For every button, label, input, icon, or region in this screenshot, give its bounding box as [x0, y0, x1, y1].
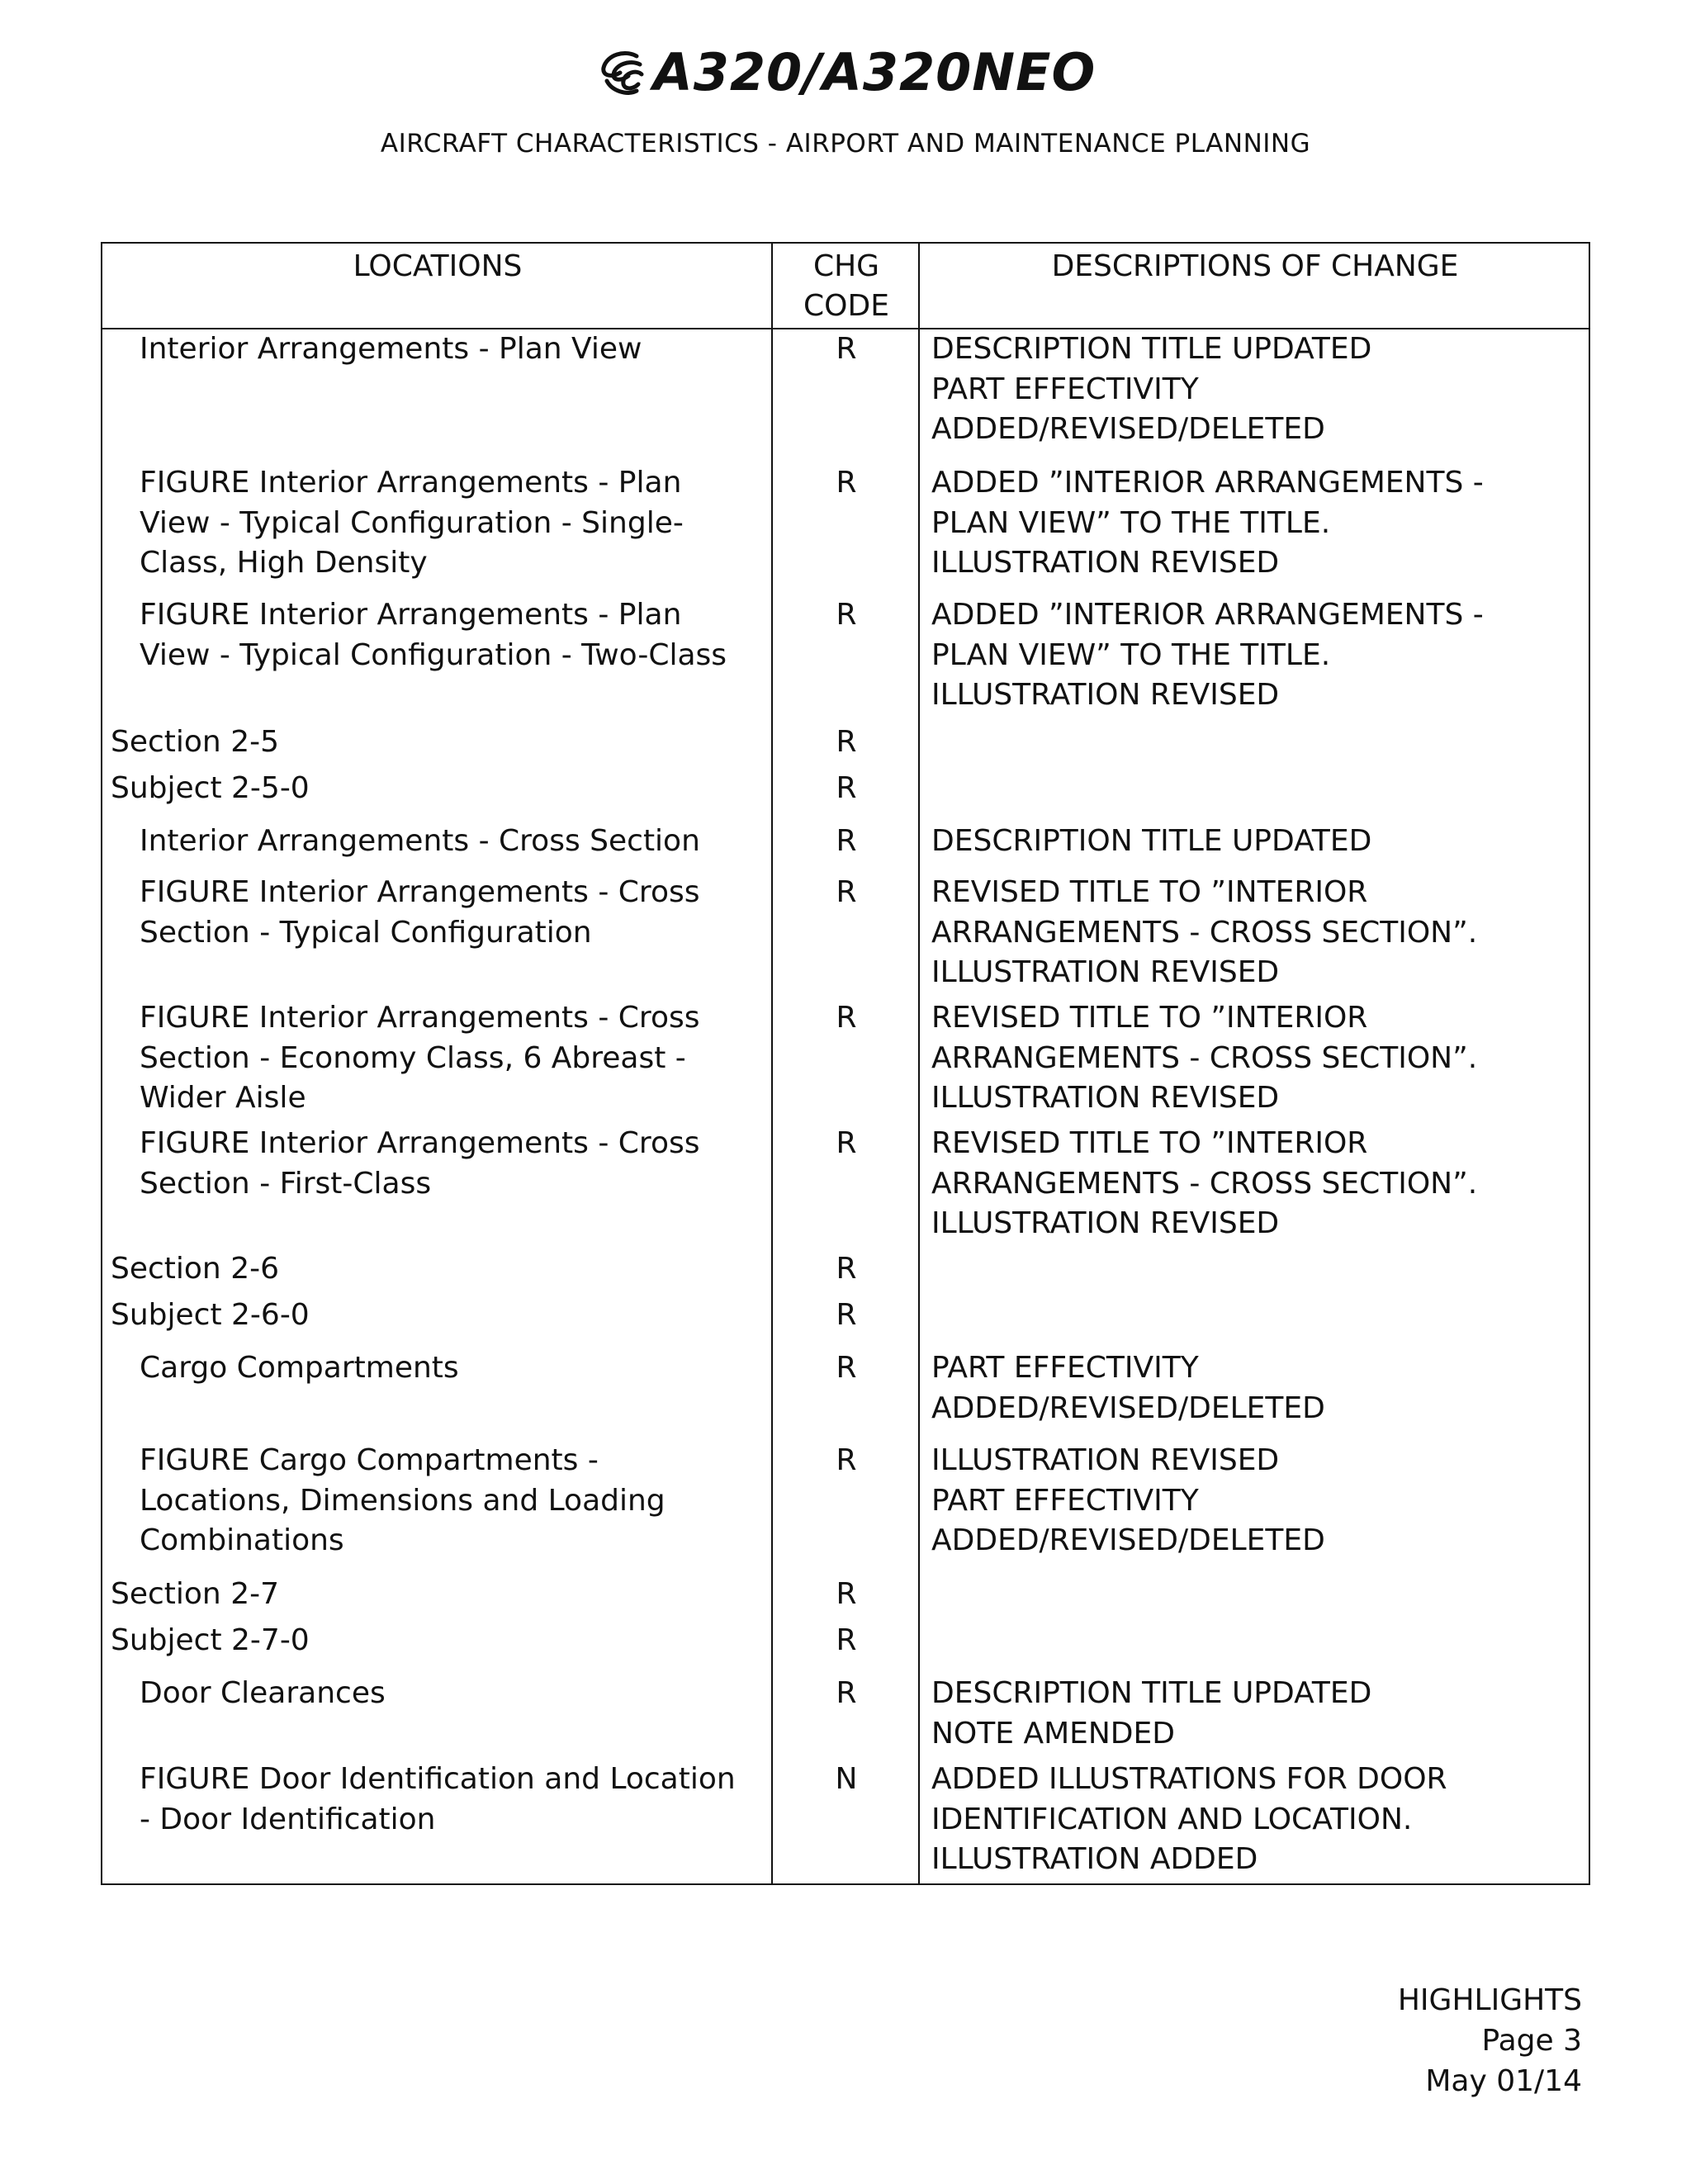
- title-line: [0, 40, 1691, 106]
- row-description: ADDED ”INTERIOR ARRANGEMENTS - PLAN VIEW” TO THE TITLE. ILLUSTRATION REVISED: [931, 598, 1484, 712]
- column-header-locations: LOCATIONS: [353, 249, 523, 283]
- row-chg-code: R: [836, 1298, 857, 1332]
- row-chg-code: R: [836, 824, 857, 858]
- row-chg-code: R: [836, 771, 857, 805]
- row-description: ADDED ILLUSTRATIONS FOR DOOR IDENTIFICATION AND LOCATION. ILLUSTRATION ADDED: [931, 1762, 1447, 1876]
- airbus-swirl-icon: [595, 46, 648, 99]
- row-location: Section 2-5: [111, 725, 279, 759]
- row-location: FIGURE Cargo Compartments - Locations, Dimensions and Loading Combinations: [140, 1443, 666, 1557]
- row-location: FIGURE Interior Arrangements - Cross Section - Typical Configuration: [140, 875, 700, 950]
- row-chg-code: R: [836, 1351, 857, 1385]
- row-location: Section 2-7: [111, 1577, 279, 1611]
- row-location: Interior Arrangements - Plan View: [140, 332, 642, 366]
- row-chg-code: R: [836, 466, 857, 500]
- row-location: FIGURE Interior Arrangements - Plan View - Typical Configuration - Two-Class: [140, 598, 727, 672]
- row-chg-code: R: [836, 332, 857, 366]
- row-chg-code: R: [836, 598, 857, 632]
- row-description: ILLUSTRATION REVISED PART EFFECTIVITY ADDED/REVISED/DELETED: [931, 1443, 1325, 1557]
- row-description: ADDED ”INTERIOR ARRANGEMENTS - PLAN VIEW” TO THE TITLE. ILLUSTRATION REVISED: [931, 466, 1484, 580]
- row-location: Subject 2-7-0: [111, 1623, 310, 1657]
- footer-date: May 01/14: [1425, 2064, 1582, 2098]
- footer-page-number: Page 3: [1481, 2024, 1582, 2058]
- footer-section: HIGHLIGHTS: [1397, 1983, 1582, 2017]
- row-chg-code: N: [835, 1762, 858, 1796]
- row-description: REVISED TITLE TO ”INTERIOR ARRANGEMENTS - CROSS SECTION”. ILLUSTRATION REVISED: [931, 1001, 1478, 1115]
- row-chg-code: R: [836, 1252, 857, 1286]
- row-location: FIGURE Interior Arrangements - Cross Section - First-Class: [140, 1126, 700, 1201]
- row-location: Cargo Compartments: [140, 1351, 459, 1385]
- row-chg-code: R: [836, 1126, 857, 1160]
- row-description: DESCRIPTION TITLE UPDATED NOTE AMENDED: [931, 1676, 1372, 1751]
- row-location: Subject 2-6-0: [111, 1298, 310, 1332]
- row-location: FIGURE Interior Arrangements - Plan View - Typical Configuration - Single- Class, High Density: [140, 466, 684, 580]
- row-description: DESCRIPTION TITLE UPDATED PART EFFECTIVITY ADDED/REVISED/DELETED: [931, 332, 1372, 446]
- row-chg-code: R: [836, 1443, 857, 1477]
- highlights-table: [101, 242, 1590, 1885]
- row-description: PART EFFECTIVITY ADDED/REVISED/DELETED: [931, 1351, 1325, 1425]
- row-chg-code: R: [836, 1676, 857, 1710]
- row-description: REVISED TITLE TO ”INTERIOR ARRANGEMENTS - CROSS SECTION”. ILLUSTRATION REVISED: [931, 875, 1478, 989]
- row-chg-code: R: [836, 1623, 857, 1657]
- column-header-chg-code: CHG CODE: [803, 249, 889, 323]
- row-chg-code: R: [836, 1001, 857, 1035]
- column-header-descriptions: DESCRIPTIONS OF CHANGE: [1051, 249, 1459, 283]
- row-chg-code: R: [836, 725, 857, 759]
- row-location: Subject 2-5-0: [111, 771, 310, 805]
- row-description: DESCRIPTION TITLE UPDATED: [931, 824, 1372, 858]
- document-title: A320/A320NEO: [652, 42, 1097, 102]
- row-location: Section 2-6: [111, 1252, 279, 1286]
- page-footer: [1398, 1980, 1582, 2101]
- document-subtitle: AIRCRAFT CHARACTERISTICS - AIRPORT AND MAINTENANCE PLANNING: [380, 129, 1311, 159]
- row-chg-code: R: [836, 875, 857, 909]
- row-location: FIGURE Door Identification and Location - Door Identification: [140, 1762, 736, 1836]
- page-header: [0, 40, 1691, 159]
- row-description: REVISED TITLE TO ”INTERIOR ARRANGEMENTS - CROSS SECTION”. ILLUSTRATION REVISED: [931, 1126, 1478, 1240]
- row-chg-code: R: [836, 1577, 857, 1611]
- row-location: Door Clearances: [140, 1676, 386, 1710]
- row-location: FIGURE Interior Arrangements - Cross Section - Economy Class, 6 Abreast - Wider Aisle: [140, 1001, 700, 1115]
- row-location: Interior Arrangements - Cross Section: [140, 824, 700, 858]
